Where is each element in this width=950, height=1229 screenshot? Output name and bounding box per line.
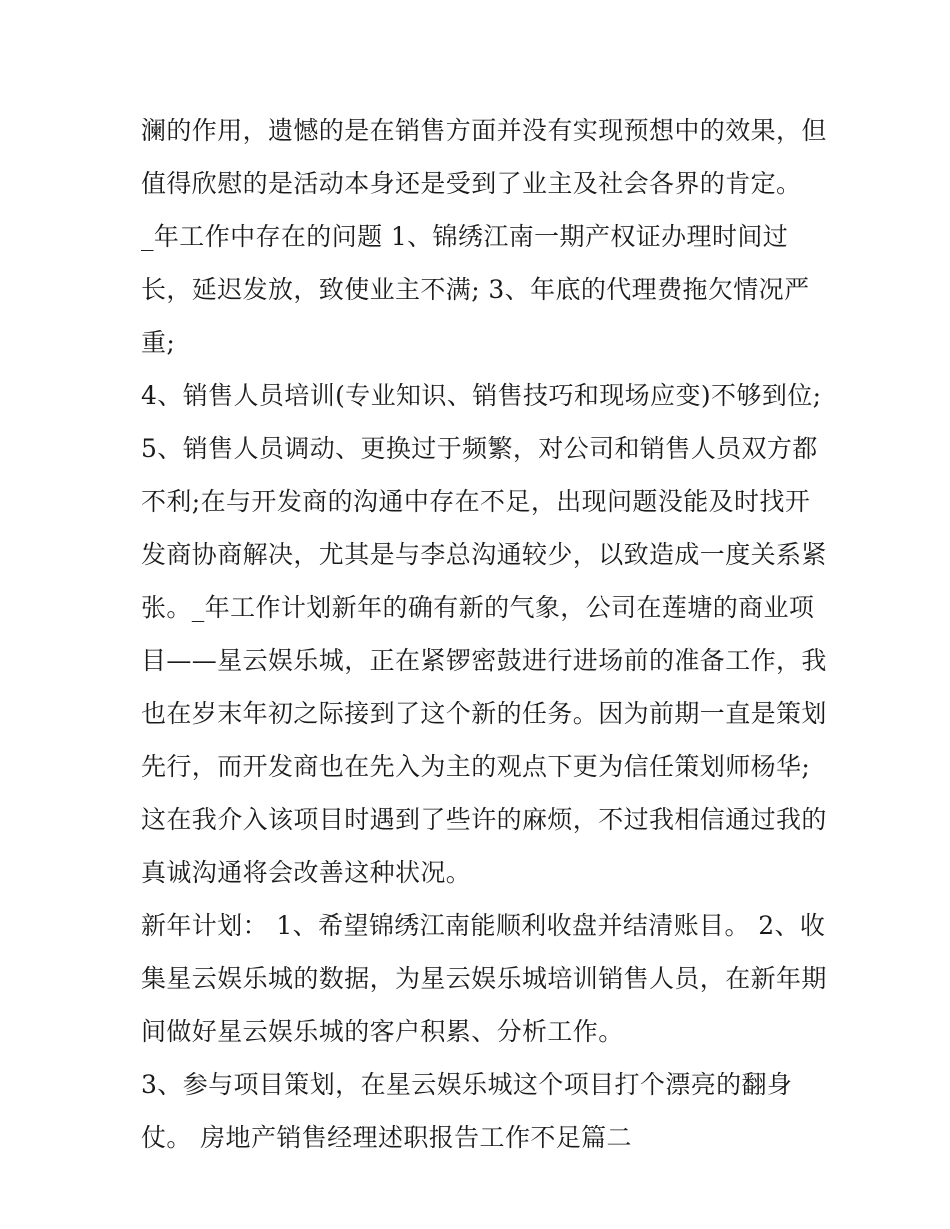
text-line: 先行，而开发商也在先入为主的观点下更为信任策划师杨华; xyxy=(141,752,811,781)
text-line: 不利;在与开发商的沟通中存在不足，出现问题没能及时找开 xyxy=(141,487,811,516)
text-line: 目——星云娱乐城，正在紧锣密鼓进行进场前的准备工作，我 xyxy=(141,646,827,675)
text-line: 这在我介入该项目时遇到了些许的麻烦，不过我相信通过我的 xyxy=(141,805,827,834)
text-line: 真诚沟通将会改善这种状况。 xyxy=(141,858,472,887)
text-line: 4、销售人员培训(专业知识、销售技巧和现场应变)不够到位; xyxy=(141,381,822,410)
text-line: 仗。 房地产销售经理述职报告工作不足篇二 xyxy=(141,1123,632,1152)
text-line: 值得欣慰的是活动本身还是受到了业主及社会各界的肯定。 xyxy=(141,169,802,198)
text-line: 发商协商解决，尤其是与李总沟通较少，以致造成一度关系紧 xyxy=(141,540,827,569)
text-line: 5、销售人员调动、更换过于频繁，对公司和销售人员双方都 xyxy=(141,434,818,463)
text-line: 长，延迟发放，致使业主不满; 3、年底的代理费拖欠情况严 xyxy=(141,275,810,304)
document-body xyxy=(141,104,841,1164)
text-line: 间做好星云娱乐城的客户积累、分析工作。 xyxy=(141,1017,624,1046)
text-line: 也在岁末年初之际接到了这个新的任务。因为前期一直是策划 xyxy=(141,699,827,728)
text-line: 3、参与项目策划，在星云娱乐城这个项目打个漂亮的翻身 xyxy=(141,1070,793,1099)
text-line: 重; xyxy=(141,328,176,357)
text-line: 集星云娱乐城的数据，为星云娱乐城培训销售人员，在新年期 xyxy=(141,964,827,993)
text-line: 张。_年工作计划新年的确有新的气象，公司在莲塘的商业项 xyxy=(141,593,815,622)
text-line: 澜的作用，遗憾的是在销售方面并没有实现预想中的效果，但 xyxy=(141,116,827,145)
text-line: _年工作中存在的问题 1、锦绣江南一期产权证办理时间过 xyxy=(141,222,789,251)
text-line: 新年计划： 1、希望锦绣江南能顺利收盘并结清账目。 2、收 xyxy=(141,911,826,940)
